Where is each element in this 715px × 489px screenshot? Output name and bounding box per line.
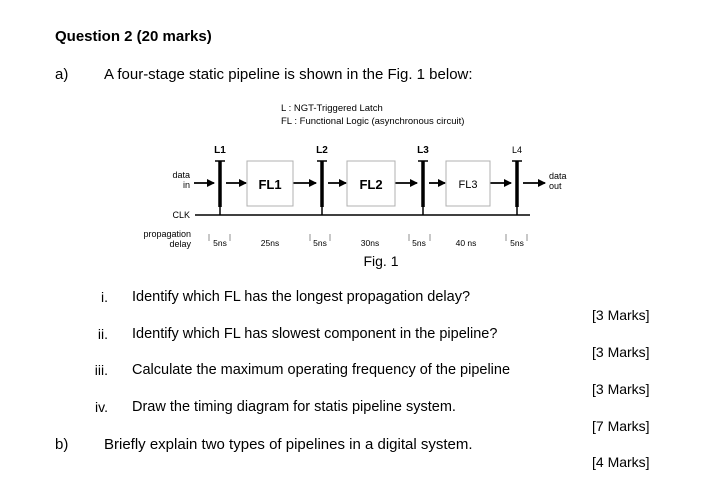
subq-4-text: Draw the timing diagram for statis pipeline system. — [132, 399, 456, 415]
delay-fl1: 25ns — [260, 238, 280, 248]
fl3-label: FL3 — [458, 179, 478, 191]
legend-functional-logic: FL : Functional Logic (asynchronous circuit) — [281, 116, 465, 127]
subq-4-number: iv. — [95, 399, 108, 415]
latch-label-l1: L1 — [214, 145, 226, 156]
subq-2-number: ii. — [97, 326, 108, 342]
part-a-label: a) — [55, 66, 69, 83]
delay-fl2: 30ns — [360, 238, 380, 248]
subq-4-marks: [7 Marks] — [592, 418, 650, 434]
data-in-label-2: in — [182, 180, 190, 190]
subq-2-marks: [3 Marks] — [592, 344, 650, 360]
latch-l3 — [418, 161, 428, 207]
legend-latch: L : NGT-Triggered Latch — [281, 103, 383, 114]
data-in-label-1: data — [172, 170, 190, 180]
part-b-marks: [4 Marks] — [592, 454, 650, 470]
delay-fl3: 40 ns — [455, 238, 477, 248]
fl1-label: FL1 — [258, 177, 282, 192]
delay-l1: 5ns — [213, 238, 227, 248]
latch-label-l3: L3 — [417, 145, 429, 156]
delay-l3: 5ns — [412, 238, 426, 248]
latch-l4 — [512, 161, 522, 207]
delay-label-1: propagation — [143, 229, 191, 239]
subq-1-text: Identify which FL has the longest propagation delay? — [132, 289, 471, 305]
latch-l1 — [215, 161, 225, 207]
subq-1-marks: [3 Marks] — [592, 307, 650, 323]
subq-3-marks: [3 Marks] — [592, 381, 650, 397]
subq-1-number: i. — [101, 289, 108, 305]
subq-3-text: Calculate the maximum operating frequency of the pipeline — [132, 362, 511, 378]
data-out-label-1: data — [549, 171, 567, 181]
data-out-label-2: out — [549, 181, 562, 191]
delay-label-2: delay — [169, 239, 191, 249]
latch-label-l4: L4 — [511, 145, 523, 155]
latch-l2 — [317, 161, 327, 207]
part-a-text: A four-stage static pipeline is shown in the Fig. 1 below: — [104, 66, 473, 83]
figure-caption: Fig. 1 — [363, 253, 399, 269]
part-b-text: Briefly explain two types of pipelines in a digital system. — [104, 436, 473, 453]
fl2-label: FL2 — [359, 177, 383, 192]
question-title: Question 2 (20 marks) — [55, 28, 212, 45]
clk-label: CLK — [172, 210, 190, 220]
latch-label-l2: L2 — [316, 145, 328, 156]
part-b-label: b) — [55, 436, 69, 453]
delay-l2: 5ns — [313, 238, 327, 248]
delay-l4: 5ns — [510, 238, 524, 248]
subq-2-text: Identify which FL has slowest component in the pipeline? — [132, 326, 498, 342]
subq-3-number: iii. — [94, 362, 108, 378]
